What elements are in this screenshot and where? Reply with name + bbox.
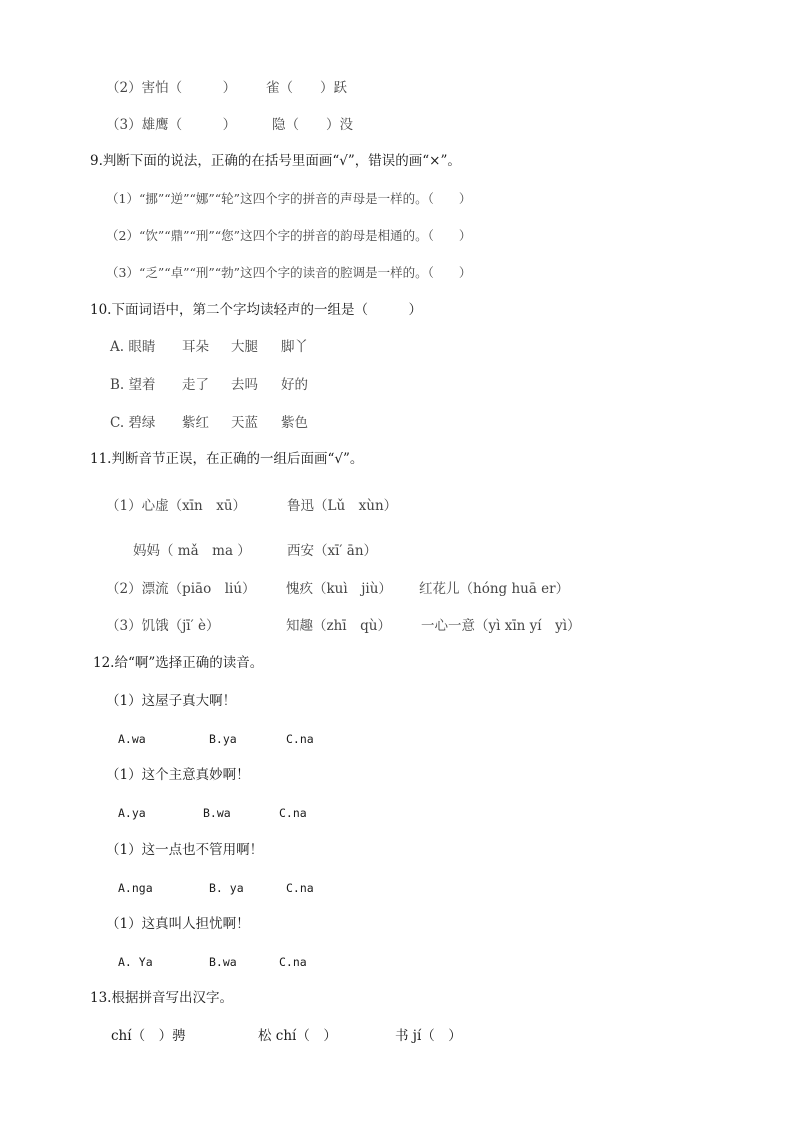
- q9-item-1: （1）“挪”“逆”“娜”“轮”这四个字的拼音的声母是一样的。（ ）: [106, 191, 472, 206]
- q10-option-a-word2: 耳朵: [182, 339, 209, 355]
- q12-title: 12.给“啊”选择正确的读音。: [93, 655, 264, 671]
- q12-s4-option-b: B.wa: [209, 955, 237, 969]
- q11-row2-a: 妈妈（ mǎ ma ）: [133, 543, 251, 559]
- q12-sentence-1: （1）这屋子真大啊！: [106, 693, 237, 709]
- q11-row3-c: 红花儿（hóng huā er）: [419, 581, 570, 597]
- q13-word-2: 松 chí（ ）: [258, 1028, 337, 1044]
- q10-option-a: A. 眼睛: [110, 339, 156, 355]
- q10-option-c: C. 碧绿: [110, 415, 156, 431]
- q10-option-b-word3: 去吗: [231, 377, 258, 393]
- q10-option-a-word3: 大腿: [231, 339, 258, 355]
- q12-s2-option-c: C.na: [279, 806, 307, 820]
- q11-row4-c: 一心一意（yì xīn yí yì）: [421, 618, 581, 634]
- q8-item-2b: 雀（ ）跃: [266, 80, 347, 96]
- q13-word-1: chí（ ）骋: [111, 1028, 186, 1044]
- q11-row1-a: （1）心虚（xīn xū）: [106, 498, 247, 514]
- q10-option-b-word4: 好的: [281, 377, 308, 393]
- q10-option-c-word4: 紫色: [281, 415, 308, 431]
- q11-row2-b: 西安（xī′ ān）: [287, 543, 378, 559]
- q12-s2-option-b: B.wa: [203, 806, 231, 820]
- q10-option-b-word2: 走了: [182, 377, 209, 393]
- q12-sentence-2: （1）这个主意真妙啊！: [106, 767, 250, 783]
- q13-word-3: 书 jí（ ）: [395, 1028, 462, 1044]
- q12-sentence-4: （1）这真叫人担忧啊！: [106, 916, 250, 932]
- q9-title: 9.判断下面的说法，正确的在括号里面画“√”，错误的画“×”。: [90, 153, 461, 169]
- q11-row4-b: 知趣（zhī qù）: [286, 618, 391, 634]
- q13-title: 13.根据拼音写出汉字。: [90, 990, 233, 1006]
- q8-item-2: （2）害怕（ ）: [106, 80, 237, 96]
- q11-row4-a: （3）饥饿（jī′ è）: [106, 618, 220, 634]
- q11-row3-a: （2）漂流（piāo liú）: [106, 581, 256, 597]
- q9-item-3: （3）“乏”“卓”“刑”“勃”这四个字的读音的腔调是一样的。（ ）: [106, 265, 472, 280]
- q8-item-3: （3）雄鹰（ ）: [106, 117, 237, 133]
- q12-s1-option-c: C.na: [286, 732, 314, 746]
- q12-s4-option-a: A. Ya: [118, 955, 153, 969]
- q11-row3-b: 愧疚（kuì jiù）: [286, 581, 392, 597]
- q12-s3-option-c: C.na: [286, 881, 314, 895]
- q11-row1-b: 鲁迅（Lǔ xùn）: [287, 498, 398, 514]
- q12-s3-option-a: A.nga: [118, 881, 153, 895]
- q10-option-b: B. 望着: [110, 377, 156, 393]
- q12-s4-option-c: C.na: [279, 955, 307, 969]
- q10-option-c-word2: 紫红: [182, 415, 209, 431]
- q12-s3-option-b: B. ya: [209, 881, 244, 895]
- q10-title: 10.下面词语中，第二个字均读轻声的一组是（ ）: [90, 302, 422, 318]
- q12-s1-option-b: B.ya: [209, 732, 237, 746]
- q12-s1-option-a: A.wa: [118, 732, 146, 746]
- q11-title: 11.判断音节正误，在正确的一组后面画“√”。: [90, 451, 364, 467]
- q8-item-3b: 隐（ ）没: [272, 117, 353, 133]
- q10-option-c-word3: 天蓝: [231, 415, 258, 431]
- q9-item-2: （2）“饮”“鼎”“刑”“您”这四个字的拼音的韵母是相通的。（ ）: [106, 228, 472, 243]
- q12-s2-option-a: A.ya: [118, 806, 146, 820]
- q10-option-a-word4: 脚丫: [281, 339, 308, 355]
- q12-sentence-3: （1）这一点也不管用啊！: [106, 842, 264, 858]
